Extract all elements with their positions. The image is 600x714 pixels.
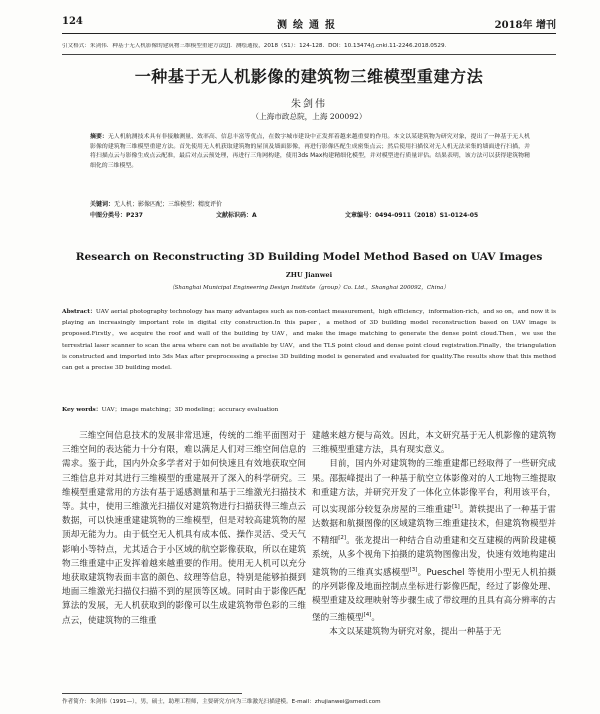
running-header bbox=[62, 14, 556, 30]
abstract-chinese bbox=[90, 133, 530, 171]
citation-rule bbox=[62, 54, 556, 55]
title-english: Research on Reconstructing 3D Building Model Method Based on UAV Images bbox=[75, 251, 543, 263]
keywords-english bbox=[62, 404, 556, 413]
abstract-english bbox=[62, 306, 556, 374]
body-paragraph: 本文以某建筑物为研究对象，提出一种基于无 bbox=[329, 627, 502, 638]
body-paragraph: 目前，国内外对建筑物的三维重建都已经取得了一些研究成果。邵振峰提出了一种基于航空立体影像对的人工地物三维提取和重建方法，并研究开发了一体化立体影像平台，利用该平台，可以实现部分较复杂房屋的三维重建[1]。萧轶提出了一种基于雷达数据和航摄图像的区域建筑物三维重建技术，但建筑物模型并不精细[2]。张龙提出一种结合自动重建和交互建模的两阶段建模系统，从多个视角下拍摄的建筑物图像出发，快速有效地构建出建筑物的三维真实感模型[3]。Pueschel 等使用小型无人机拍摄的序列影像及地面控制点坐标进行影像匹配，经过了影像处理、模型重建及纹理映射等步骤生成了带纹理的且具有高分辨率的古堡的三维模型[4]。 bbox=[312, 459, 556, 623]
affiliation-english: （Shanghai Municipal Engineering Design Institute（group）Co. Ltd.，Shanghai 200092，China） bbox=[168, 285, 450, 291]
keywords-chinese bbox=[90, 199, 530, 208]
footnote-rule bbox=[62, 693, 242, 694]
abstract-english-text: UAV aerial photography technology has many advantages such as non-contact measurement，high efficiency，information-rich，and so on，and now it is playing an increasingly important role in digital city construction.In this paper，a method of 3D building model reconstruction based on UAV image is proposed.Firstly，we acquire the roof and wall of the building by UAV，and make the image matching to generate the dense point cloud.Then，we use the terrestrial laser scanner to scan the area where can not be available by UAV，and the TLS point cloud and dense point cloud registration.Finally，the triangulation is constructed and imported into 3ds Max after preprocessing a precise 3D building model is generated and evaluated for quality.The results show that this method can get a precise 3D building model. bbox=[62, 309, 556, 372]
year-issue: 2018年 增刊 bbox=[494, 20, 556, 31]
author-footnote: 作者简介：朱剑伟（1991—），男，硕士，助理工程师，主要研究方向为三维激光扫描建模。E-mail：zhujianwei@smedi.com bbox=[62, 699, 381, 705]
abstract-chinese-text: 无人机航测技术具有非接触测量、效率高、信息丰富等优点，在数字城市建设中正发挥着越来越重要的作用。本文以某建筑物为研究对象，提出了一种基于无人机影像的建筑物三维模型重建方法。首先使用无人机获取建筑物的屋顶及墙面影像，再进行影像匹配生成密集点云；然后使用扫描仪对无人机无法采集的墙面进行扫描，并将扫描点云与影像生成点云配准，最后对点云预处理，再进行三角网构建，使用3ds Max构建精细化模型，并对模型进行质量评估。结果表明，该方法可以获得建筑物精细化的三维模型。 bbox=[90, 134, 531, 169]
reference-3: [3] bbox=[409, 566, 418, 573]
classification-row bbox=[90, 210, 530, 220]
title-chinese: 一种基于无人机影像的建筑物三维模型重建方法 bbox=[134, 67, 484, 86]
clc-number: 中图分类号：P237 bbox=[90, 212, 143, 219]
author-chinese: 朱剑伟 bbox=[291, 99, 327, 110]
abstract-english-label: Abstract： bbox=[62, 308, 96, 315]
journal-name: 测绘通报 bbox=[277, 20, 341, 31]
page-number: 124 bbox=[62, 16, 83, 27]
citation-format: 引文格式：朱剑伟．种基于无人机影像的建筑物三维模型重建方法[J]．测绘通报，2018（S1）：124-128．DOI：10.13474/j.cnki.11-2246.2018.0529. bbox=[62, 43, 447, 49]
author-english: ZHU Jianwei bbox=[285, 271, 333, 279]
document-code: 文献标识码：A bbox=[216, 212, 257, 219]
keywords-chinese-text: 无人机；影像匹配；三维模型；精度评价 bbox=[114, 201, 223, 208]
reference-1: [1] bbox=[451, 504, 460, 511]
body-column-left bbox=[62, 429, 306, 628]
body-paragraph: 三维空间信息技术的发展非常迅速，传统的二维平面图对于三维空间的表达能力十分有限，难以满足人们对三维空间信息的需求。鉴于此，国内外众多学者对于如何快速且有效地获取空间三维信息并对其进行三维模型的重建展开了深入的科学研究。三维模型重建常用的方法有基于遥感测量和基于三维激光扫描技术等。其中，使用三维激光扫描仪对建筑物进行扫描获得三维点云数据，可以快速重建建筑物的三维模型，但是对较高建筑物的屋顶却无能为力。由于低空无人机具有成本低、操作灵活、受天气影响小等特点，尤其适合于小区域的航空影像获取，所以在建筑物三维重建中正发挥着越来越重要的作用。使用无人机可以充分地获取建筑物表面丰富的颜色、纹理等信息，特别是能够拍摄到地面三维激光扫描仪扫描不到的屋顶等区域。同时由于影像匹配算法的发展，无人机获取到的影像可以生成建筑物带色彩的三维点云，使建筑物的三维重 bbox=[62, 431, 306, 626]
keywords-english-label: Key words： bbox=[62, 406, 102, 413]
keywords-chinese-label: 关键词： bbox=[90, 201, 115, 208]
reference-4: [4] bbox=[363, 612, 372, 619]
body-column-right bbox=[312, 429, 556, 639]
affiliation-chinese: （上海市政总院，上海 200092） bbox=[251, 112, 367, 121]
body-paragraph: 建越来越方便与高效。因此，本文研究基于无人机影像的建筑物三维模型重建方法，具有现实意义。 bbox=[312, 431, 556, 456]
reference-2: [2] bbox=[338, 535, 347, 542]
article-number: 文章编号：0494-0911（2018）S1-0124-05 bbox=[345, 212, 479, 219]
abstract-chinese-label: 摘要： bbox=[90, 134, 108, 140]
header-rule bbox=[62, 33, 556, 34]
keywords-english-text: UAV；image matching；3D modeling；accuracy evaluation bbox=[101, 407, 279, 413]
